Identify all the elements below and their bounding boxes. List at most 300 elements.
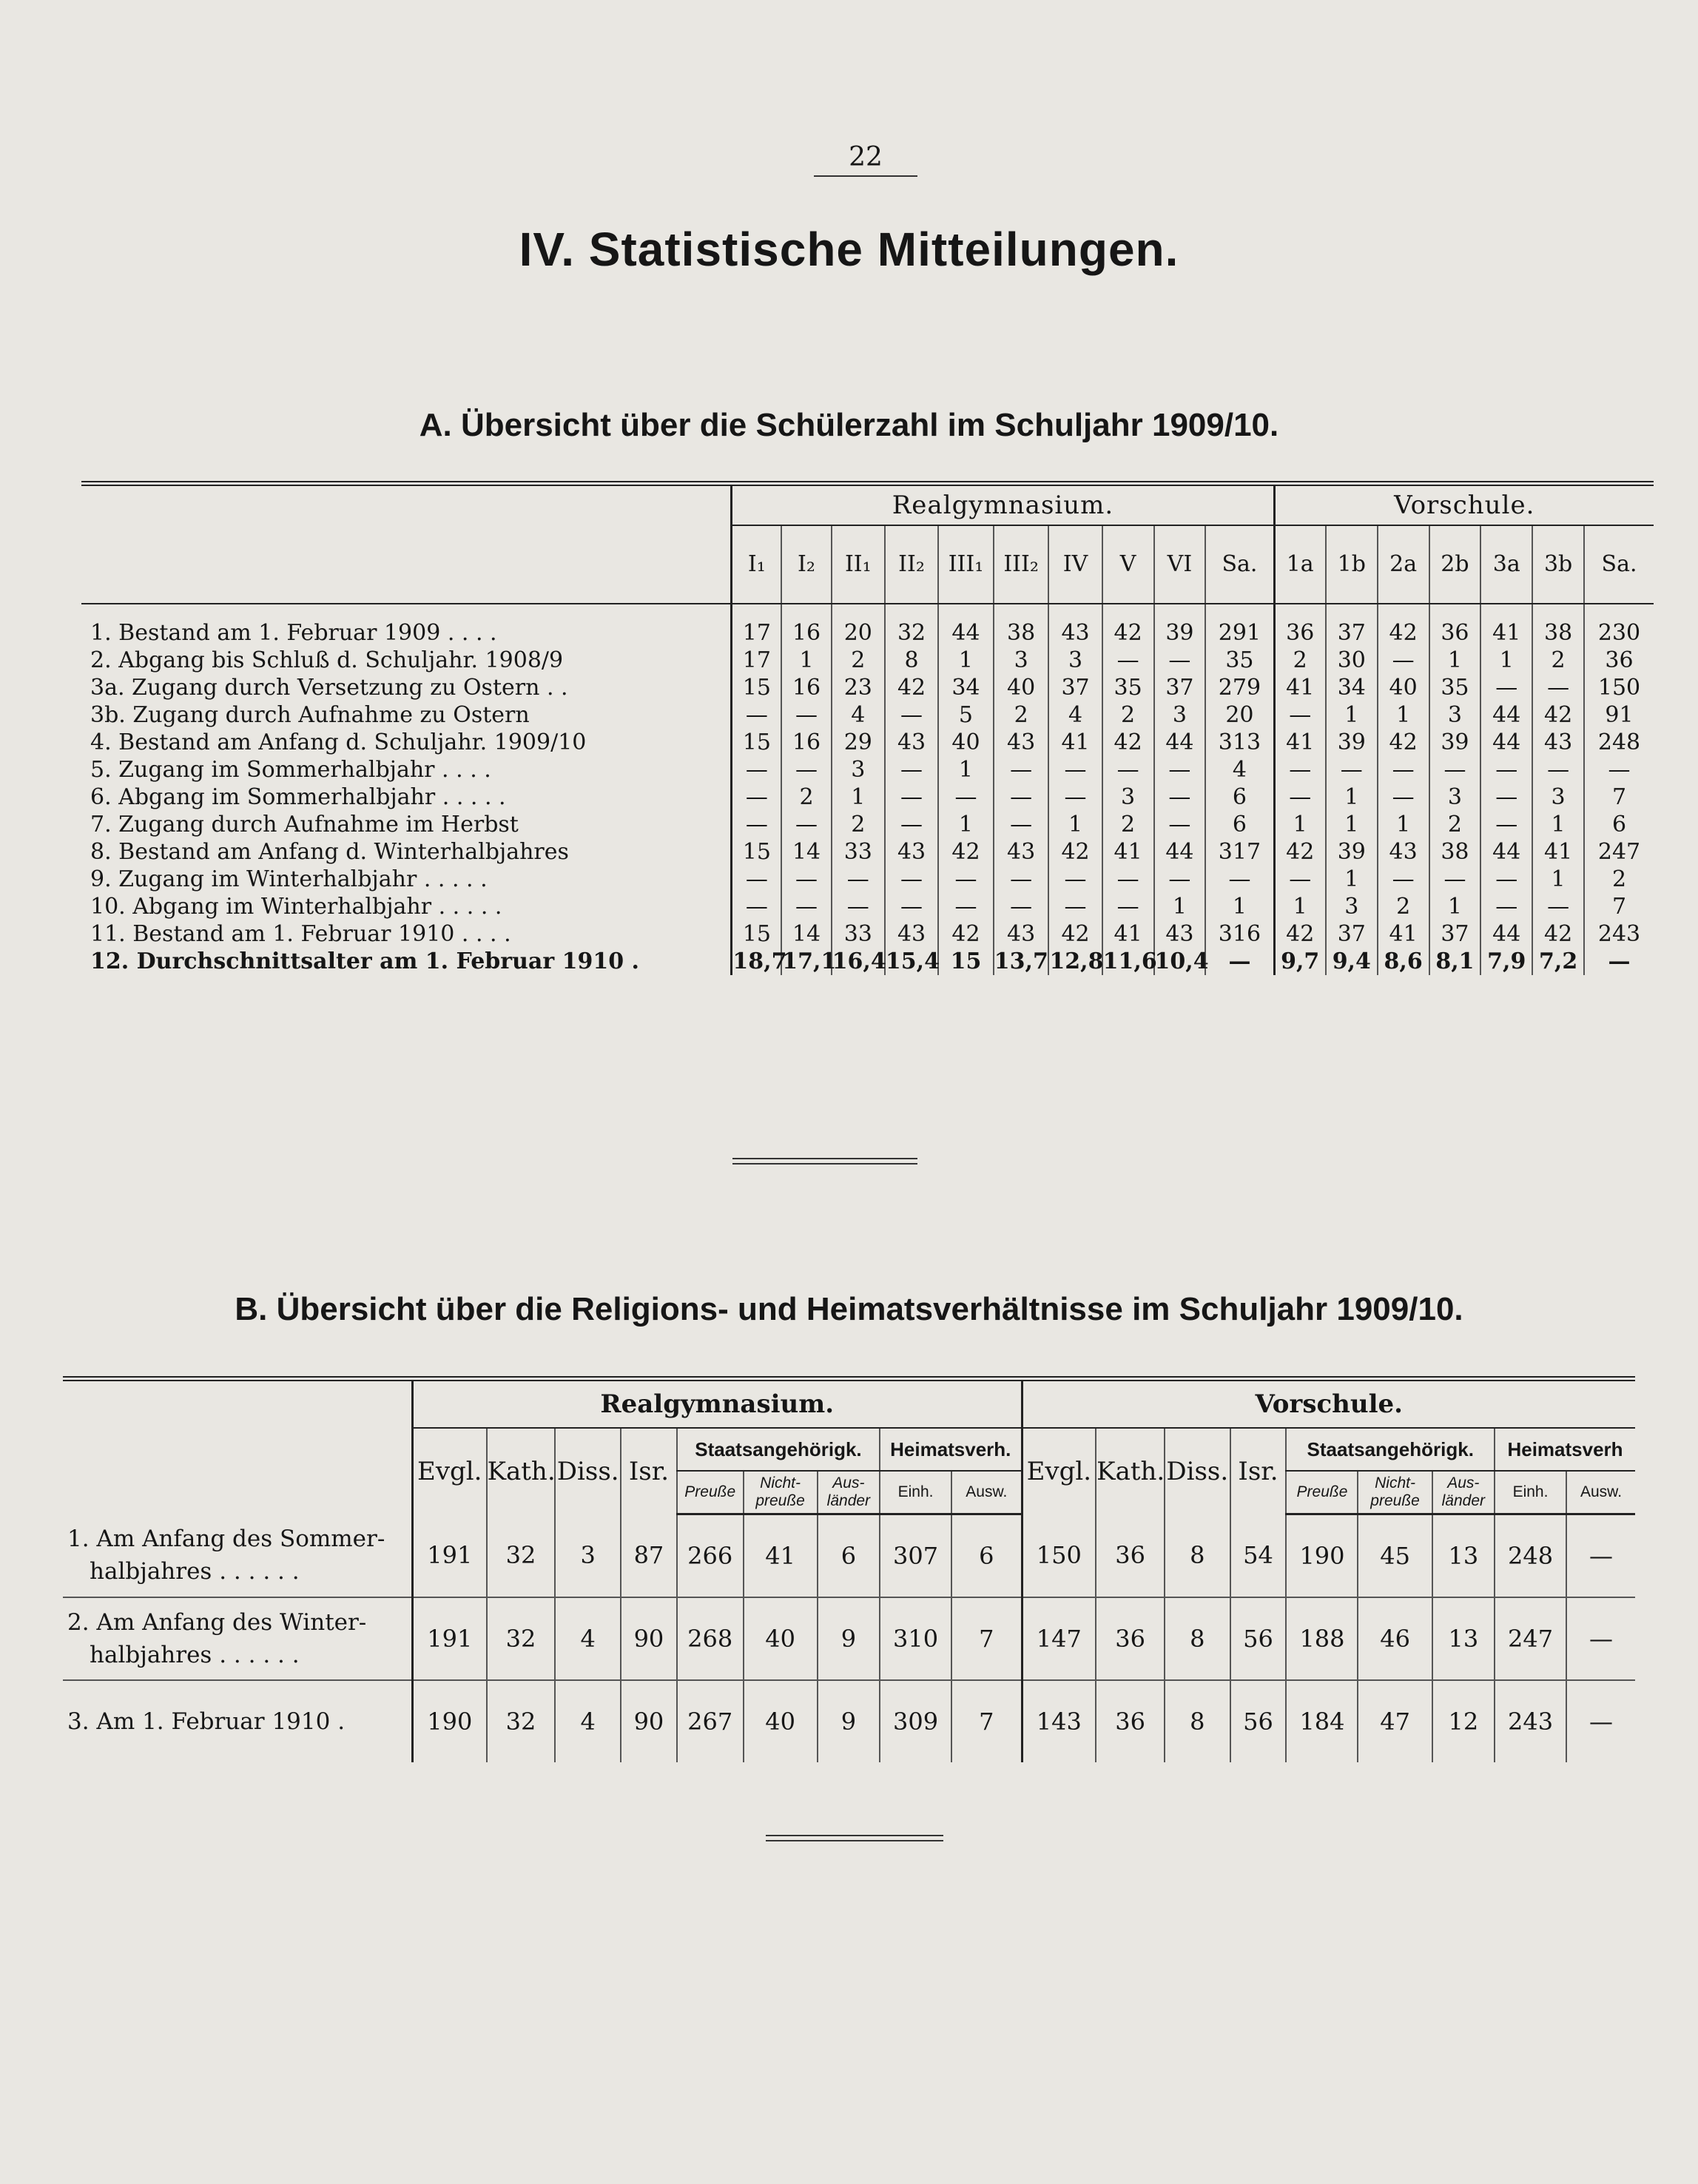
table-cell: 313 <box>1205 729 1274 756</box>
table-row <box>63 1597 1635 1680</box>
col-header-rg: I₂ <box>781 525 831 604</box>
row-label <box>63 1597 412 1680</box>
table-cell: 17 <box>732 604 781 647</box>
col-diss: Diss. <box>555 1428 621 1514</box>
table-cell: 16 <box>781 674 831 701</box>
table-cell: — <box>1048 893 1102 920</box>
table-cell: 247 <box>1495 1597 1566 1680</box>
table-cell: 15 <box>732 674 781 701</box>
table-cell: 3 <box>1154 701 1206 729</box>
table-row <box>81 604 1654 647</box>
table-cell: 43 <box>994 729 1049 756</box>
table-cell: 18,7 <box>732 948 787 974</box>
table-cell: — <box>1378 647 1429 674</box>
table-cell: 37 <box>1154 674 1206 701</box>
section-a-title: A. Übersicht über die Schülerzahl im Schuljahr 1909/10. <box>419 407 1279 443</box>
table-cell: 1 <box>1532 866 1584 893</box>
table-cell: — <box>1048 866 1102 893</box>
table-cell: 150 <box>1022 1514 1096 1598</box>
table-cell: — <box>732 866 781 893</box>
table-cell: 23 <box>832 674 885 701</box>
table-cell: 34 <box>938 674 994 701</box>
table-cell: 2 <box>1102 701 1154 729</box>
table-cell: 9,7 <box>1274 948 1326 975</box>
table-cell: 43 <box>1048 604 1102 647</box>
table-cell: 45 <box>1358 1514 1432 1598</box>
table-cell: 15 <box>732 838 781 866</box>
table-cell: 2 <box>832 647 885 674</box>
row-label: 4. Bestand am Anfang d. Schuljahr. 1909/10 <box>90 729 587 755</box>
table-cell: 43 <box>994 920 1049 948</box>
col-header-rg: IV <box>1048 525 1102 604</box>
table-cell: 6 <box>1205 811 1274 838</box>
col-header-vs: Sa. <box>1584 525 1654 604</box>
table-cell: — <box>1532 674 1584 701</box>
table-cell: — <box>885 756 938 783</box>
table-cell: 43 <box>1378 838 1429 866</box>
table-cell: — <box>1429 756 1481 783</box>
table-cell: 11,6 <box>1102 948 1157 974</box>
table-cell: 8 <box>1165 1597 1230 1680</box>
col-staatsangehoerigkeit-vs: Staatsangehörigk. <box>1286 1428 1495 1471</box>
row-label <box>63 1514 412 1598</box>
table-cell: 3 <box>555 1514 621 1598</box>
table-cell: 191 <box>412 1514 486 1598</box>
table-cell: — <box>1378 866 1429 893</box>
col-kath: Kath. <box>487 1428 556 1514</box>
table-cell: 12 <box>1432 1680 1495 1762</box>
table-cell: — <box>1584 948 1654 975</box>
table-cell: 2 <box>1102 811 1154 838</box>
table-row <box>81 866 1654 893</box>
table-cell: 1 <box>1326 701 1378 729</box>
table-cell: 41 <box>1378 920 1429 948</box>
religion-origin-table <box>63 1376 1635 1762</box>
table-cell: 15 <box>732 920 781 948</box>
table-cell: 1 <box>1326 866 1378 893</box>
table-cell: — <box>1154 811 1206 838</box>
table-cell: 7 <box>951 1597 1022 1680</box>
table-cell: — <box>1480 674 1532 701</box>
table-cell: 2 <box>832 811 885 838</box>
table-cell: 4 <box>555 1680 621 1762</box>
table-cell: — <box>732 783 781 811</box>
table-cell: — <box>1378 756 1429 783</box>
table-cell: — <box>1480 756 1532 783</box>
col-header-vs: 2b <box>1429 525 1481 604</box>
table-row <box>63 1514 1635 1598</box>
table-cell: 1 <box>1378 811 1429 838</box>
table-cell: 42 <box>1532 701 1584 729</box>
table-cell: 12,8 <box>1049 948 1104 974</box>
table-cell: — <box>1205 948 1274 975</box>
table-cell: 43 <box>885 838 938 866</box>
table-cell: 7 <box>951 1680 1022 1762</box>
table-cell: 35 <box>1429 674 1481 701</box>
table-cell: 41 <box>1480 604 1532 647</box>
main-title: IV. Statistische Mitteilungen. <box>519 223 1179 276</box>
table-cell: 184 <box>1286 1680 1358 1762</box>
table-cell: 15 <box>732 729 781 756</box>
table-cell: 2 <box>1378 893 1429 920</box>
table-cell: 150 <box>1584 674 1654 701</box>
table-cell: 3 <box>1326 893 1378 920</box>
table-cell: 4 <box>1048 701 1102 729</box>
table-cell: — <box>1154 647 1206 674</box>
table-cell: 7 <box>1584 893 1654 920</box>
table-cell: 42 <box>1048 920 1102 948</box>
table-cell: 41 <box>744 1514 818 1598</box>
table-cell: — <box>938 893 994 920</box>
table-cell: — <box>732 811 781 838</box>
table-cell: 30 <box>1326 647 1378 674</box>
table-cell: 7 <box>1584 783 1654 811</box>
table-cell: 17,1 <box>782 948 837 974</box>
table-cell: 248 <box>1584 729 1654 756</box>
table-cell: 3 <box>1429 701 1481 729</box>
sub-ausw-vs: Ausw. <box>1566 1471 1635 1514</box>
table-cell: 34 <box>1326 674 1378 701</box>
table-a-corner <box>81 484 732 525</box>
table-cell: — <box>885 783 938 811</box>
table-cell: 8 <box>885 647 938 674</box>
table-cell: 291 <box>1205 604 1274 647</box>
table-cell: — <box>938 783 994 811</box>
col-kath-vs: Kath. <box>1096 1428 1165 1514</box>
table-cell: 307 <box>880 1514 951 1598</box>
table-cell: 1 <box>1429 893 1481 920</box>
table-cell: — <box>1532 893 1584 920</box>
table-cell: 44 <box>1154 838 1206 866</box>
table-cell: 248 <box>1495 1514 1566 1598</box>
table-cell: 20 <box>1205 701 1274 729</box>
table-cell: 4 <box>832 701 885 729</box>
table-cell: 1 <box>1532 811 1584 838</box>
table-cell: — <box>1154 866 1206 893</box>
table-cell: — <box>994 893 1049 920</box>
table-cell: 3 <box>1532 783 1584 811</box>
table-cell: 247 <box>1584 838 1654 866</box>
table-cell: — <box>994 811 1049 838</box>
row-label: 3a. Zugang durch Versetzung zu Ostern . . <box>90 674 568 701</box>
table-cell: 42 <box>1532 920 1584 948</box>
table-cell: 44 <box>1154 729 1206 756</box>
table-cell: 16 <box>781 604 831 647</box>
table-cell: 13 <box>1432 1597 1495 1680</box>
table-cell: 42 <box>938 838 994 866</box>
table-cell: 43 <box>1154 920 1206 948</box>
page-number: 22 <box>814 142 917 177</box>
table-cell: 243 <box>1495 1680 1566 1762</box>
table-cell: — <box>1154 783 1206 811</box>
table-cell: 44 <box>938 604 994 647</box>
table-cell: 43 <box>885 920 938 948</box>
table-row <box>81 783 1654 811</box>
table-cell: 7,2 <box>1532 948 1584 975</box>
table-cell: 147 <box>1022 1597 1096 1680</box>
table-cell: 54 <box>1230 1514 1287 1598</box>
table-cell: 8 <box>1165 1514 1230 1598</box>
row-label-line2: halbjahres . . . . . . <box>90 1642 300 1668</box>
col-evgl: Evgl. <box>412 1428 486 1514</box>
col-diss-vs: Diss. <box>1165 1428 1230 1514</box>
row-label: 6. Abgang im Sommerhalbjahr . . . . . <box>90 783 506 810</box>
row-label: 10. Abgang im Winterhalbjahr . . . . . <box>90 893 502 920</box>
col-staatsangehoerigkeit: Staatsangehörigk. <box>677 1428 880 1471</box>
table-cell: 1 <box>938 756 994 783</box>
table-cell: 1 <box>1048 811 1102 838</box>
table-cell: 41 <box>1274 729 1326 756</box>
table-row <box>81 701 1654 729</box>
table-cell: — <box>938 866 994 893</box>
table-cell: — <box>994 866 1049 893</box>
table-cell: 44 <box>1480 729 1532 756</box>
row-label: 3b. Zugang durch Aufnahme zu Ostern <box>90 701 530 728</box>
table-cell: 17 <box>732 647 781 674</box>
table-cell: 188 <box>1286 1597 1358 1680</box>
table-cell: — <box>885 893 938 920</box>
table-cell: 43 <box>1532 729 1584 756</box>
table-cell: 36 <box>1429 604 1481 647</box>
group-header-realgymnasium: Realgymnasium. <box>732 484 1274 525</box>
section-b-title: B. Übersicht über die Religions- und Heimatsverhältnisse im Schuljahr 1909/10. <box>235 1291 1463 1327</box>
row-label: 8. Bestand am Anfang d. Winterhalbjahres <box>90 838 569 865</box>
row-label-line1: 3. Am 1. Februar 1910 . <box>67 1708 346 1735</box>
table-cell: 190 <box>412 1680 486 1762</box>
col-isr: Isr. <box>621 1428 677 1514</box>
table-cell: 42 <box>1274 920 1326 948</box>
table-cell: — <box>781 756 831 783</box>
col-heimatsverhaeltnis: Heimatsverh. <box>880 1428 1022 1471</box>
row-label <box>63 1680 412 1762</box>
table-cell: 2 <box>1274 647 1326 674</box>
table-cell: 2 <box>994 701 1049 729</box>
table-row <box>81 811 1654 838</box>
table-row <box>81 647 1654 674</box>
table-cell: 2 <box>1429 811 1481 838</box>
table-cell: — <box>1274 866 1326 893</box>
table-cell: — <box>781 866 831 893</box>
table-row <box>81 729 1654 756</box>
table-cell: 42 <box>1048 838 1102 866</box>
table-row <box>81 838 1654 866</box>
table-cell: 44 <box>1480 701 1532 729</box>
row-label: 2. Abgang bis Schluß d. Schuljahr. 1908/9 <box>90 647 564 673</box>
table-cell: 39 <box>1326 838 1378 866</box>
table-cell: 40 <box>1378 674 1429 701</box>
table-cell: 8,1 <box>1429 948 1481 975</box>
table-cell: — <box>1205 866 1274 893</box>
sub-ausw: Ausw. <box>951 1471 1022 1514</box>
table-cell: — <box>781 893 831 920</box>
table-row <box>63 1680 1635 1762</box>
table-cell: 42 <box>1378 604 1429 647</box>
table-cell: 9,4 <box>1326 948 1378 975</box>
table-cell: — <box>1048 783 1102 811</box>
table-cell: 2 <box>1532 647 1584 674</box>
table-cell: 2 <box>1584 866 1654 893</box>
row-label-line2: halbjahres . . . . . . <box>90 1558 300 1585</box>
table-cell: 6 <box>951 1514 1022 1598</box>
table-cell: 14 <box>781 838 831 866</box>
table-cell: — <box>1102 647 1154 674</box>
table-cell: 90 <box>621 1680 677 1762</box>
table-cell: 41 <box>1048 729 1102 756</box>
sub-nicht-preusse-vs: Nicht-preuße <box>1358 1471 1432 1514</box>
table-cell: 40 <box>938 729 994 756</box>
bottom-divider <box>766 1835 943 1841</box>
table-cell: 33 <box>832 838 885 866</box>
table-cell: — <box>1048 756 1102 783</box>
table-cell: 41 <box>1532 838 1584 866</box>
row-label: 11. Bestand am 1. Februar 1910 . . . . <box>90 920 511 947</box>
table-cell: 38 <box>994 604 1049 647</box>
col-header-rg: Sa. <box>1205 525 1274 604</box>
table-cell: 6 <box>818 1514 880 1598</box>
table-cell: 37 <box>1048 674 1102 701</box>
row-label-line1: 2. Am Anfang des Winter- <box>67 1609 367 1636</box>
table-cell: — <box>1102 756 1154 783</box>
table-cell: 3 <box>994 647 1049 674</box>
table-cell: 1 <box>938 811 994 838</box>
table-cell: — <box>1532 756 1584 783</box>
table-cell: 1 <box>1378 701 1429 729</box>
table-cell: 15 <box>938 948 994 975</box>
table-cell: 6 <box>1584 811 1654 838</box>
table-cell: 41 <box>1102 920 1154 948</box>
table-cell: 42 <box>885 674 938 701</box>
table-cell: 87 <box>621 1514 677 1598</box>
table-cell: 1 <box>1274 893 1326 920</box>
table-cell: — <box>781 811 831 838</box>
table-b-corner <box>63 1379 412 1514</box>
table-cell: 1 <box>938 647 994 674</box>
table-cell: 36 <box>1274 604 1326 647</box>
table-cell: 1 <box>781 647 831 674</box>
table-cell: 46 <box>1358 1597 1432 1680</box>
col-header-rg: II₂ <box>885 525 938 604</box>
col-isr-vs: Isr. <box>1230 1428 1287 1514</box>
table-cell: — <box>781 701 831 729</box>
table-cell: 44 <box>1480 838 1532 866</box>
table-cell: 4 <box>555 1597 621 1680</box>
sub-auslaender: Aus-länder <box>818 1471 880 1514</box>
table-cell: 16,4 <box>832 948 886 974</box>
table-cell: — <box>1584 756 1654 783</box>
table-cell: 267 <box>677 1680 744 1762</box>
table-cell: 1 <box>1274 811 1326 838</box>
table-cell: — <box>1480 811 1532 838</box>
sub-einh-vs: Einh. <box>1495 1471 1566 1514</box>
table-cell: 317 <box>1205 838 1274 866</box>
table-cell: 36 <box>1096 1680 1165 1762</box>
table-cell: 39 <box>1429 729 1481 756</box>
table-cell: — <box>1274 783 1326 811</box>
table-cell: 32 <box>487 1680 556 1762</box>
col-header-vs: 3a <box>1480 525 1532 604</box>
table-cell: 38 <box>1429 838 1481 866</box>
col-header-vs: 1b <box>1326 525 1378 604</box>
table-cell: — <box>1274 701 1326 729</box>
table-cell: 3 <box>832 756 885 783</box>
table-cell: — <box>1480 866 1532 893</box>
table-cell: — <box>732 701 781 729</box>
table-cell: 39 <box>1326 729 1378 756</box>
table-cell: — <box>1326 756 1378 783</box>
group-header-vorschule-b: Vorschule. <box>1022 1379 1635 1429</box>
col-header-vs: 2a <box>1378 525 1429 604</box>
table-cell: 44 <box>1480 920 1532 948</box>
table-cell: 16 <box>781 729 831 756</box>
row-label: 1. Bestand am 1. Februar 1909 . . . . <box>90 619 497 646</box>
table-row <box>81 756 1654 783</box>
table-cell: 9 <box>818 1597 880 1680</box>
table-cell: 1 <box>1429 647 1481 674</box>
table-cell: 1 <box>1326 783 1378 811</box>
row-label-header <box>81 525 732 604</box>
col-header-rg: III₂ <box>994 525 1049 604</box>
table-cell: 42 <box>1102 604 1154 647</box>
table-cell: 32 <box>487 1514 556 1598</box>
sub-preusse-vs: Preuße <box>1286 1471 1358 1514</box>
table-cell: 10,4 <box>1154 948 1209 974</box>
table-cell: 1 <box>1205 893 1274 920</box>
table-cell: — <box>1480 783 1532 811</box>
table-cell: 3 <box>1102 783 1154 811</box>
col-header-vs: 3b <box>1532 525 1584 604</box>
table-cell: 310 <box>880 1597 951 1680</box>
table-cell: 13,7 <box>994 948 1048 974</box>
table-cell: 20 <box>832 604 885 647</box>
table-cell: 33 <box>832 920 885 948</box>
sub-einh: Einh. <box>880 1471 951 1514</box>
table-cell: 42 <box>938 920 994 948</box>
table-row <box>81 674 1654 701</box>
table-cell: 32 <box>885 604 938 647</box>
row-label: 5. Zugang im Sommerhalbjahr . . . . <box>90 756 491 783</box>
table-cell: — <box>1566 1597 1635 1680</box>
table-cell: — <box>1154 756 1206 783</box>
table-cell: 39 <box>1154 604 1206 647</box>
table-cell: — <box>1274 756 1326 783</box>
col-header-rg: VI <box>1154 525 1206 604</box>
col-header-rg: I₁ <box>732 525 781 604</box>
row-label: 12. Durchschnittsalter am 1. Februar 1910 . <box>90 948 639 974</box>
table-cell: — <box>732 756 781 783</box>
table-cell: 279 <box>1205 674 1274 701</box>
table-cell: 6 <box>1205 783 1274 811</box>
table-cell: 1 <box>1480 647 1532 674</box>
table-cell: 37 <box>1429 920 1481 948</box>
table-cell: 268 <box>677 1597 744 1680</box>
table-cell: 7,9 <box>1480 948 1532 975</box>
table-cell: 8 <box>1165 1680 1230 1762</box>
table-row <box>81 893 1654 920</box>
table-cell: 43 <box>994 838 1049 866</box>
col-header-vs: 1a <box>1274 525 1326 604</box>
table-cell: 41 <box>1102 838 1154 866</box>
table-cell: 90 <box>621 1597 677 1680</box>
col-header-rg: V <box>1102 525 1154 604</box>
table-cell: 230 <box>1584 604 1654 647</box>
table-cell: 37 <box>1326 920 1378 948</box>
table-cell: 13 <box>1432 1514 1495 1598</box>
table-cell: 2 <box>781 783 831 811</box>
table-cell: 143 <box>1022 1680 1096 1762</box>
col-evgl-vs: Evgl. <box>1022 1428 1096 1514</box>
table-cell: — <box>1566 1680 1635 1762</box>
table-cell: — <box>1378 783 1429 811</box>
